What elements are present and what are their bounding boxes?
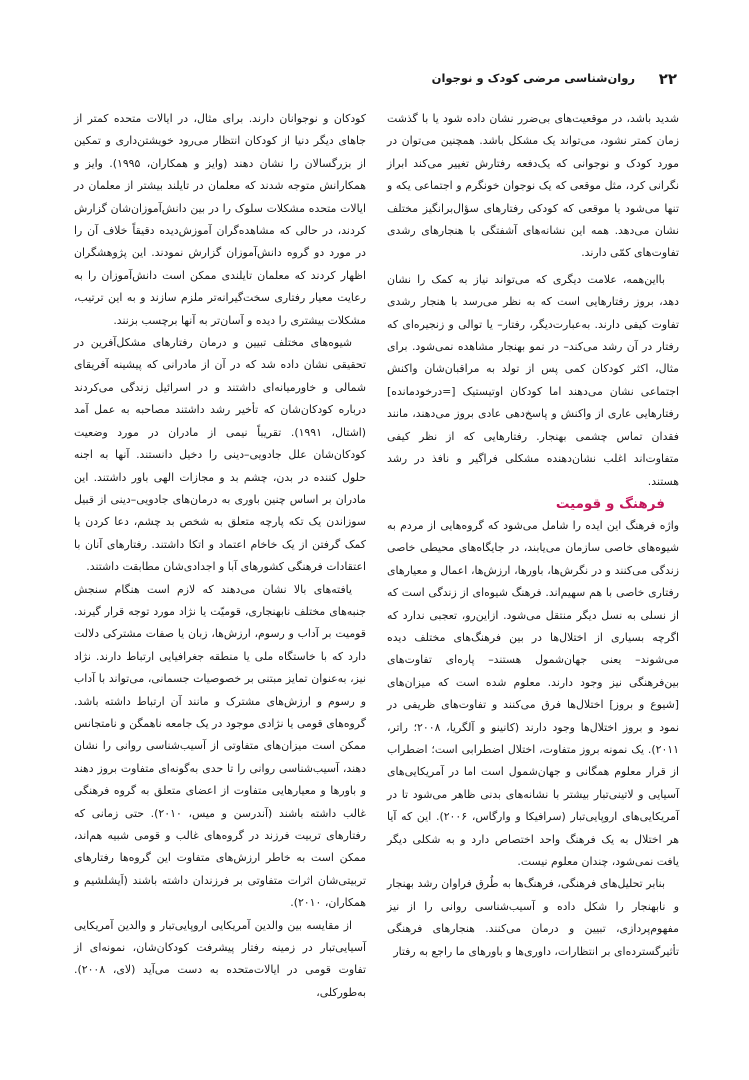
right-column [387,108,679,963]
page-number: ۲۲ [658,70,677,88]
paragraph: یافته‌های بالا نشان می‌دهند که لازم است هنگام سنجش جنبه‌های مختلف نابهنجاری، قومیّت یا نژاد مورد توجه قرار گیرند. قومیت بر آداب و رسوم، ارزش‌ها، زبان یا صفات مشترکی دلالت دارد که با خاستگاه ملی یا منطقه جغرافیایی ارتباط دارند. نژاد نیز، به‌عنوان تمایز مبتنی بر خصوصیات جسمانی، می‌تواند با آداب و رسوم و ارزش‌های مشترک و مانند آن ارتباط داشته باشد. گروه‌های قومی یا نژادی موجود در یک جامعه ناهمگن و نامتجانس ممکن است میزان‌های متفاوتی از آسیب‌شناسی روانی را نشان دهند، آسیب‌شناسی روانی را تا حدی به‌گونه‌ای متفاوت بروز دهند و باورها و معیارهایی متفاوت از اعضای متعلق به گروه فرهنگی غالب داشته باشند (آندرسن و میس، ۲۰۱۰). حتی زمانی که رفتارهای تربیت فرزند در گروه‌های غالب و قومی شبیه هم‌اند، ممکن است به خاطر ارزش‌های متفاوت این گروه‌ها رفتارهای تربیتی‌شان اثرات متفاوتی بر فرزندان داشته باشند (اَیشلشیم و همکاران، ۲۰۱۰). [74,582,366,910]
section-heading: فرهنگ و قومیت [555,495,665,512]
running-title: روان‌شناسی مرضی کودک و نوجوان [431,71,635,85]
paragraph: بنابر تحلیل‌های فرهنگی، فرهنگ‌ها به طُرق فراوان رشد بهنجار و نابهنجار را شکل داده و آسیب‌شناسی روانی را از نیز مفهوم‌پردازی، تبیین و درمان می‌کنند. هنجارهای فرهنگی تأثیرگسترده‌ای بر انتظارات، داوری‌ها و باورهای ما راجع به رفتار [387,877,679,958]
paragraph: شدید باشد، در موقعیت‌های بی‌ضرر نشان داده شود یا با گذشت زمان کمتر نشود، می‌تواند یک مشکل باشد. همچنین می‌توان در مورد کودک و نوجوانی که یک‌دفعه رفتارش تغییر می‌کند ابراز نگرانی کرد، مثل موقعی که یک نوجوان خونگرم و اجتماعی یکه و تنها می‌شود یا موقعی که کودکی رفتارهای سؤال‌برانگیز مختلف نشان می‌دهد. همه این نشانه‌های آشفتگی با هنجارهای رشدی تفاوت‌های کمّی دارند. [387,112,679,260]
paragraph: واژه فرهنگ این ایده را شامل می‌شود که گروه‌هایی از مردم به شیوه‌های خاصی سازمان می‌یابند، در جایگاه‌های محیطی خاصی زندگی می‌کنند و در نگرش‌ها، باورها، ارزش‌ها، اعمال و معیارهای رفتاری خاصی با هم سهیم‌اند. فرهنگ شیوه‌ای از زندگی است که از نسلی به نسل دیگر منتقل می‌شود. ازاین‌رو، تعجبی ندارد که اگرچه بسیاری از اختلال‌ها در بین فرهنگ‌های مختلف دیده می‌شوند– یعنی جهان‌شمول هستند– پاره‌ای تفاوت‌های بین‌فرهنگی نیز وجود دارند. معلوم شده است که میزان‌های [شیوع و بروز] اختلال‌ها فرق می‌کنند و تفاوت‌های ظریفی در نمود و بروز اختلال‌ها وجود دارند (کانینو و آلگریا، ۲۰۰۸؛ راتر، ۲۰۱۱). یک نمونه بروز متفاوت، اختلال اضطرابی است؛ اضطراب از قرار معلوم همگانی و جهان‌شمول است اما در آمریکایی‌های آسیایی و لاتینی‌تبار بیشتر با نشانه‌های بدنی ظاهر می‌شود تا در آمریکایی‌های اروپایی‌تبار (سرافیکا و وارگاس، ۲۰۰۶). این که آیا هر اختلال به یک فرهنگ واحد اختصاص دارد و به شکلی دیگر یافت نمی‌شود، چندان معلوم نیست. [387,518,680,868]
paragraph: کودکان و نوجوانان دارند. برای مثال، در ایالات متحده کمتر از جاهای دیگر دنیا از کودکان انتظار می‌رود خویشتن‌داری و تمکین از بزرگسالان را نشان دهند (وایز و همکاران، ۱۹۹۵). وایز و همکارانش متوجه شدند که معلمان در تایلند بیشتر از معلمان در ایالات متحده مشکلات سلوک را در بین دانش‌آموزان‌شان گزارش کردند، در حالی که مشاهده‌گران آموزش‌دیده دقیقاً خلاف آن را در مورد دو گروه دانش‌آموزان گزارش نمودند. این پژوهشگران اظهار کردند که معلمان تایلندی ممکن است دانش‌آموزان را به رعایت معیار رفتاری سخت‌گیرانه‌تر ملزم سازند و به این ترتیب، مشکلات بیشتری را دیده و آسان‌تر به آنها برچسب بزنند. [74,112,367,327]
left-column [74,108,366,1004]
page-header [72,70,677,94]
paragraph: از مقایسه بین والدین آمریکایی اروپایی‌تبار و والدین آمریکایی آسیایی‌تبار در زمینه رفتار پیشرفت کودکان‌شان، نمونه‌ای از تفاوت قومی در ایالات‌متحده به دست می‌آید (لای، ۲۰۰۸). به‌طورکلی، [74,918,366,999]
paragraph: شیوه‌های مختلف تبیین و درمان رفتارهای مشکل‌آفرین در تحقیقی نشان داده شد که در آن از مادرانی که پیشینه آفریقای شمالی و خاورمیانه‌ای داشتند و در اسرائیل زندگی می‌کردند درباره کودکان‌شان که تأخیر رشد داشتند مصاحبه به عمل آمد (اشتال، ۱۹۹۱). تقریباً نیمی از مادران در مورد وضعیت کودکان‌شان علل جادویی–دینی را دخیل دانستند. آنها به اجنه حلول کننده در بدن، چشم بد و مجازات الهی باور داشتند. این مادران بر اساس چنین باوری به درمان‌های جادویی–دینی از قبیل سوزاندن یک تکه پارچه متعلق به شخص بد چشم، دعا کردن یا کمک گرفتن از یک خاخام اعتماد و اتکا داشتند. رفتارهای آنان با اعتقادات فرهنگی کشورهای آبا و اجدادی‌شان مطابقت داشتند. [74,336,366,574]
paragraph: بااین‌همه، علامت دیگری که می‌تواند نیاز به کمک را نشان دهد، بروز رفتارهایی است که به نظر می‌رسد با هنجار رشدی تفاوت کیفی دارند. به‌عبارت‌دیگر، رفتار– یا توالی و زنجیره‌ای که رفتار در آن رشد می‌کند– در نمو بهنجار مشاهده نمی‌شود. برای مثال، اکثر کودکان کمی پس از تولد به مراقبان‌شان واکنش اجتماعی نشان می‌دهند اما کودکان اوتیستیک [=درخودمانده] رفتارهایی عاری از واکنش و پاسخ‌دهی عادی بروز می‌دهند، مانند فقدان تماس چشمی بهنجار. رفتارهایی که از نظر کیفی متفاوت‌اند اغلب نشان‌دهنده مشکلی فراگیر و نافذ در رشد هستند. [387,272,679,488]
